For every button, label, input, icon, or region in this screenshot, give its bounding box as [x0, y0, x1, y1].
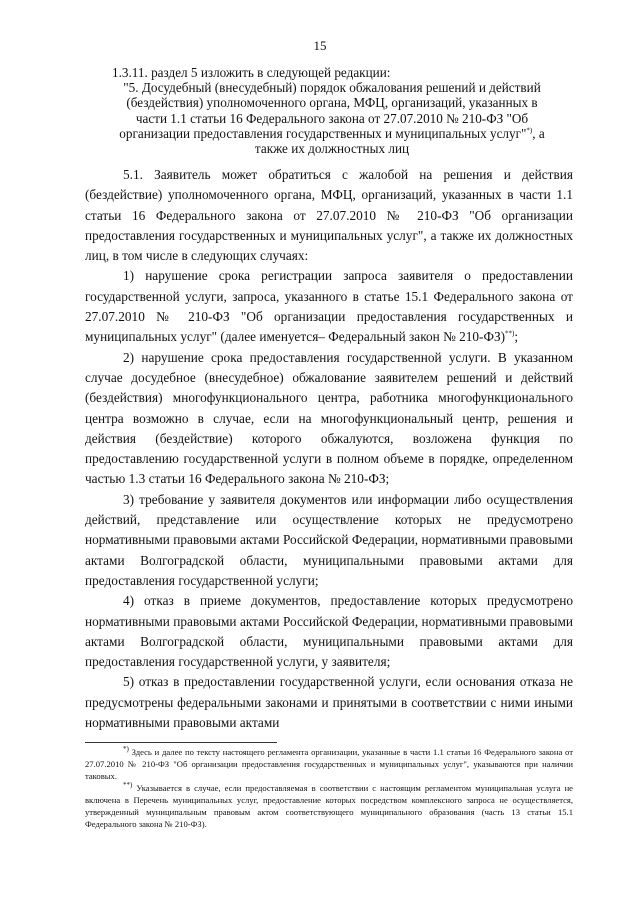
paragraph-item-5: 5) отказ в предоставлении государственной услуги, если основания отказа не предусмотрены федеральными законами и принятыми в соответствии с ними иными нормативными правовыми актами — [85, 674, 573, 731]
heading-title: "5. Досудебный (внесудебный) порядок обжалования решений и действий (бездействия) уполномоченного органа, МФЦ, организаций, указанных в части 1.1 статьи 16 Федерального закона от 27.07.2010 № 210-ФЗ "Об организации предоставления государственных и муниципальных услуг" — [119, 80, 541, 141]
footnote-1: *) Здесь и далее по тексту настоящего регламента организации, указанные в части 1.1 статьи 16 Федерального закона от 27.07.2010 № 210-ФЗ "Об организации предоставления государственных и муниципальных услуг", указываются при наличии таковых. — [85, 745, 573, 781]
heading-title-tail: , а также их должностных лиц — [254, 125, 545, 157]
paragraph-item-3: 3) требование у заявителя документов или информации либо осуществления действий, представление или осуществление которых не предусмотрено нормативными правовыми актами Российской Федерации, нормативными правовыми актами Волгоградской области, муниципальными правовыми актами для предоставления государственной услуги; — [85, 491, 573, 588]
body-text — [85, 165, 573, 733]
paragraph-5-1: 5.1. Заявитель может обратиться с жалобой на решения и действия (бездействие) уполномоченного органа, МФЦ, организаций, указанных в части 1.1 статьи 16 Федерального закона от 27.07.2010 № 210-ФЗ "Об организации предоставления государственных и муниципальных услуг", а также их должностных лиц, в том числе в следующих случаях: — [85, 167, 573, 264]
heading-amendment-line: 1.3.11. раздел 5 изложить в следующей редакции: — [112, 65, 391, 80]
footnote-2: **) Указывается в случае, если предоставляемая в соответствии с настоящим регламентом муниципальная услуга не включена в Перечень муниципальных услуг, предоставление которых посредством комплексного запроса не осуществляется, утвержденный муниципальным правовым актом соответствующего муниципального образования (часть 13 статьи 15.1 Федерального закона № 210-ФЗ). — [85, 781, 573, 829]
paragraph-item-1: 1) нарушение срока регистрации запроса заявителя о предоставлении государственной услуги, запроса, указанного в статье 15.1 Федерального закона от 27.07.2010 № 210-ФЗ "Об организации предоставления государственных и муниципальных услуг" (далее именуется– Федеральный закон № 210-ФЗ)**); — [85, 268, 573, 345]
paragraph-item-2: 2) нарушение срока предоставления государственной услуги. В указанном случае досудебное (внесудебное) обжалование заявителем решений и действий (бездействия) многофункционального центра, работника многофункционального центра возможно в случае, если на многофункциональный центр, решения и действия (бездействие) которого обжалуются, возложена функция по предоставлению государственной услуги в полном объеме в порядке, определенном частью 1.3 статьи 16 Федерального закона № 210-ФЗ; — [85, 349, 573, 487]
footnote-divider — [85, 742, 277, 743]
footnote-ref: **) — [505, 329, 515, 338]
page-number: 15 — [313, 38, 327, 53]
section-heading — [112, 65, 552, 156]
footnote-ref: *) — [526, 126, 533, 135]
paragraph-item-4: 4) отказ в приеме документов, предоставление которых предусмотрено нормативными правовыми актами Российской Федерации, нормативными правовыми актами Волгоградской области, муниципальными правовыми актами для предоставления государственной услуги, у заявителя; — [85, 593, 573, 670]
footnotes — [85, 746, 573, 830]
